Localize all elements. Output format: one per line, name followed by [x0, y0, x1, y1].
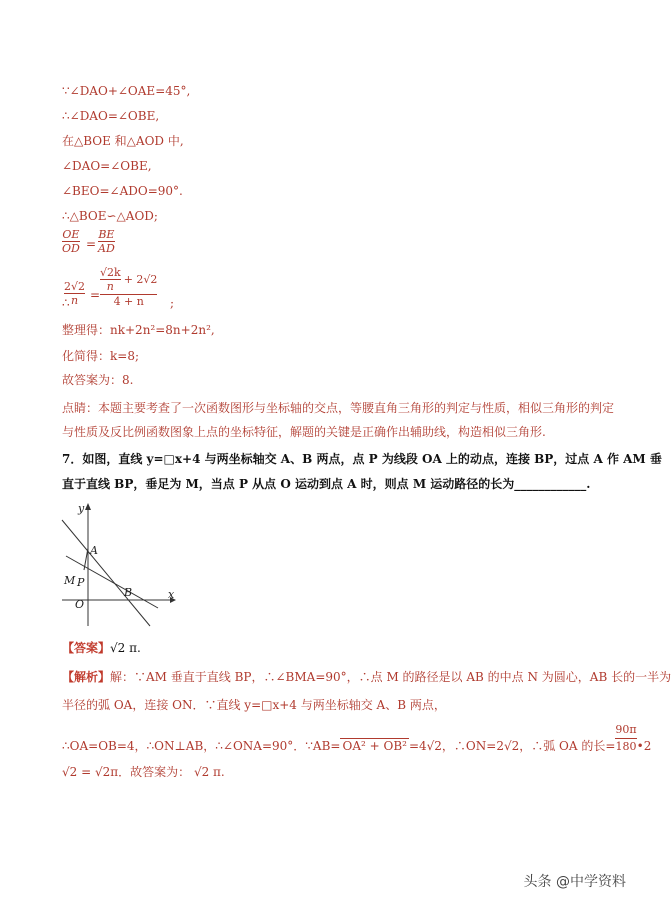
- label-b: B: [124, 586, 133, 599]
- analysis-line-4: √2 = √2π．故答案为： √2 π.: [62, 765, 225, 779]
- sqrt-expression: OA² + OB²: [342, 739, 407, 753]
- solution-line-3: 在△BOE 和△AOD 中,: [62, 134, 184, 148]
- solution-line-10: 故答案为：8.: [62, 373, 134, 387]
- numerator: OE: [62, 228, 80, 241]
- solution-line-2: ∴∠DAO=∠OBE,: [62, 109, 160, 123]
- plus-term: + 2√2: [123, 273, 158, 286]
- denominator: OD: [62, 242, 80, 255]
- answer-value: √2: [110, 641, 126, 655]
- equals-sign: =: [86, 237, 97, 251]
- equals-sign: =: [90, 288, 101, 302]
- label-a: A: [90, 544, 98, 557]
- denominator: n: [106, 280, 114, 293]
- label-x: x: [168, 588, 175, 601]
- numerator: 90π: [615, 723, 637, 736]
- fraction-left: [64, 280, 85, 307]
- fraction-oe-od: [62, 228, 80, 255]
- problem-7-line-2: 直于直线 BP，垂足为 M，当点 P 从点 O 运动到点 A 时，则点 M 运动路径的长为____________.: [62, 477, 591, 491]
- analysis-text-1: 解：∵AM 垂直于直线 BP，∴∠BMA=90°，∴点 M 的路径是以 AB 的中点 N 为圆心，AB 长的一半为: [110, 670, 671, 684]
- solution-line-1: ∵∠DAO+∠OAE=45°,: [62, 84, 191, 98]
- denominator: 4 + n: [113, 295, 144, 308]
- segment-am: [84, 548, 88, 570]
- numerator: 2√2: [64, 280, 86, 293]
- comment-line-2: 与性质及反比例函数图象上点的坐标特征，解题的关键是正确作出辅助线，构造相似三角形.: [62, 425, 546, 439]
- numerator: √2k: [100, 266, 121, 279]
- analysis-text-3b: =4√2，∴ON=2√2，∴弧 OA 的长=: [408, 739, 616, 753]
- denominator: n: [70, 294, 79, 307]
- solution-line-5: ∠BEO=∠ADO=90°.: [62, 184, 183, 198]
- label-p: P: [77, 576, 85, 589]
- fraction-be-ad: [98, 228, 115, 255]
- problem-7-line-1: 7．如图，直线 y=□x+4 与两坐标轴交 A、B 两点，点 P 为线段 OA 上的动点，连接 BP，过点 A 作 AM 垂: [62, 452, 662, 466]
- inner-fraction: [100, 266, 121, 293]
- analysis-tag: 【解析】: [62, 670, 111, 684]
- label-m: M: [64, 574, 76, 587]
- answer-tag: 【答案】: [62, 641, 111, 655]
- y-axis-arrow: [85, 503, 91, 510]
- watermark: 头条 @中学资料: [520, 869, 630, 893]
- arc-fraction: [615, 722, 636, 755]
- solution-line-6: ∴△BOE∽△AOD;: [62, 209, 158, 223]
- label-y: y: [78, 502, 85, 515]
- semicolon: ;: [170, 296, 175, 310]
- therefore-symbol: ∴: [62, 296, 70, 310]
- solution-line-9: 化简得：k=8;: [62, 349, 140, 363]
- answer-unit: π.: [125, 641, 141, 655]
- coordinate-figure: [58, 498, 182, 628]
- label-o: O: [75, 598, 85, 611]
- numerator: BE: [98, 228, 115, 241]
- denominator: AD: [98, 242, 115, 255]
- comment-line-1: 点睛：本题主要考查了一次函数图形与坐标轴的交点，等腰直角三角形的判定与性质，相似三角形的判定: [62, 401, 615, 415]
- analysis-line-2: 半径的弧 OA，连接 ON．∵直线 y=□x+4 与两坐标轴交 A、B 两点，: [62, 698, 446, 712]
- solution-line-4: ∠DAO=∠OBE,: [62, 159, 152, 173]
- substituted-equation: [62, 266, 222, 316]
- analysis-text-3a: ∴OA=OB=4，∴ON⊥AB，∴∠ONA=90°．∵AB=: [62, 739, 341, 753]
- solution-line-8: 整理得：nk+2n²=8n+2n²,: [62, 323, 215, 337]
- denominator: 180: [615, 740, 637, 753]
- analysis-line-3: [62, 722, 651, 758]
- fraction-right: [100, 266, 157, 308]
- answer-line: [62, 640, 141, 656]
- analysis-text-3c: •2: [636, 739, 652, 753]
- ratio-equation: [62, 228, 182, 262]
- analysis-line-1: [62, 669, 671, 685]
